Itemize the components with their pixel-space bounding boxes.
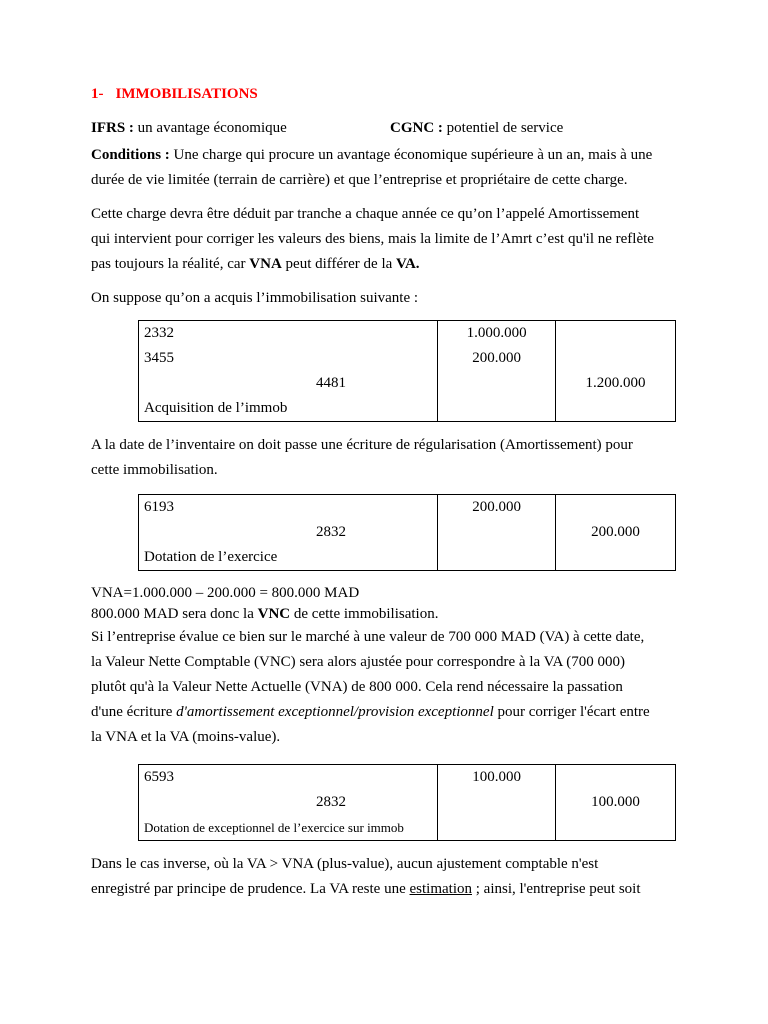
entry2-debit-cell (438, 495, 556, 571)
entry2-credit-cell (556, 495, 676, 571)
definitions-row (91, 116, 691, 141)
market-paragraph (91, 625, 691, 750)
section-number: 1- (91, 86, 104, 102)
section-title (91, 82, 691, 107)
entry2-credit-account: 2832 (316, 524, 346, 540)
entry2-label: Dotation de l’exercice (144, 549, 278, 565)
conditions-line1: Une charge qui procure un avantage économique supérieure à un an, mais à une (173, 147, 653, 163)
vnc-term: VNC (257, 606, 291, 622)
market-line5: la VNA et la VA (moins-value). (91, 729, 281, 745)
estimation-term: estimation (409, 881, 472, 897)
entry2-debit-amount: 200.000 (472, 499, 522, 515)
inventory-line2: cette immobilisation. (91, 462, 218, 478)
entry1-debit-account-2: 3455 (144, 350, 174, 366)
conditions-paragraph (91, 143, 691, 193)
entry3-credit-cell (556, 765, 676, 841)
amortization-line1: Cette charge devra être déduit par tranche a chaque année ce qu’on l’appelé Amortissement (91, 206, 640, 222)
entry3-debit-account: 6593 (144, 769, 174, 785)
entry3-label: Dotation de exceptionnel de l’exercice sur immob (144, 820, 404, 835)
entry2-credit-amount: 200.000 (591, 524, 640, 540)
cgnc-label: CGNC : (390, 120, 443, 136)
journal-entry-dotation (138, 494, 676, 571)
cgnc-block (390, 116, 563, 141)
entry2-debit-account: 6193 (144, 499, 174, 515)
section-title-text: IMMOBILISATIONS (115, 86, 258, 102)
amortization-line3-pre: pas toujours la réalité, car (91, 256, 250, 272)
inverse-line2-pre: enregistré par principe de prudence. La VA reste une (91, 881, 410, 897)
conditions-label: Conditions : (91, 147, 170, 163)
entry1-credit-amount: 1.200.000 (585, 375, 646, 391)
amortization-line2: qui intervient pour corriger les valeurs des biens, mais la limite de l’Amrt c’est qu'il ne reflète (91, 231, 654, 247)
entry1-credit-cell (556, 321, 676, 422)
journal-entry-acquisition (138, 320, 676, 422)
vnc-line (91, 603, 691, 625)
market-line4-pre: d'une écriture (91, 704, 177, 720)
ifrs-label: IFRS : (91, 120, 134, 136)
market-line3: plutôt qu'à la Valeur Nette Actuelle (VNA) de 800 000. Cela rend nécessaire la passation (91, 679, 623, 695)
entry1-accounts-cell (139, 321, 438, 422)
vnc-line-pre: 800.000 MAD sera donc la (91, 606, 258, 622)
conditions-line2: durée de vie limitée (terrain de carrière) et que l’entreprise et propriétaire de cette charge. (91, 172, 628, 188)
entry3-credit-account: 2832 (316, 794, 346, 810)
amortization-paragraph (91, 202, 691, 277)
inverse-line2-post: ; ainsi, l'entreprise peut soit (472, 881, 641, 897)
document-page (91, 82, 691, 902)
journal-entry-exceptional (138, 764, 676, 841)
entry1-debit-account-1: 2332 (144, 325, 174, 341)
entry3-debit-cell (438, 765, 556, 841)
entry1-label: Acquisition de l’immob (144, 400, 288, 416)
market-line1: Si l’entreprise évalue ce bien sur le marché à une valeur de 700 000 MAD (VA) à cette date, (91, 629, 645, 645)
inventory-line1: A la date de l’inventaire on doit passe une écriture de régularisation (Amortissement) pour (91, 437, 633, 453)
vna-calculation: VNA=1.000.000 – 200.000 = 800.000 MAD (91, 585, 360, 601)
market-line4-post: pour corriger l'écart entre (493, 704, 650, 720)
market-line2: la Valeur Nette Comptable (VNC) sera alors ajustée pour correspondre à la VA (700 000) (91, 654, 626, 670)
entry1-debit-amount-1: 1.000.000 (466, 325, 527, 341)
entry1-debit-cell (438, 321, 556, 422)
cgnc-text: potentiel de service (446, 120, 564, 136)
amortization-line3-mid: peut différer de la (281, 256, 397, 272)
entry1-debit-amount-2: 200.000 (472, 350, 522, 366)
entry2-accounts-cell (139, 495, 438, 571)
inventory-paragraph (91, 433, 691, 483)
entry1-credit-account: 4481 (316, 375, 346, 391)
vna-term: VNA (249, 256, 282, 272)
suppose-text: On suppose qu’on a acquis l’immobilisation suivante : (91, 290, 419, 306)
vnc-line-post: de cette immobilisation. (290, 606, 439, 622)
entry3-credit-amount: 100.000 (591, 794, 640, 810)
entry3-accounts-cell (139, 765, 438, 841)
entry3-debit-amount: 100.000 (472, 769, 522, 785)
inverse-paragraph (91, 852, 691, 902)
market-line4-italic: d'amortissement exceptionnel/provision exceptionnel (176, 704, 494, 720)
va-term: VA. (396, 256, 420, 272)
inverse-line1: Dans le cas inverse, où la VA > VNA (plus-value), aucun ajustement comptable n'est (91, 856, 599, 872)
ifrs-text: un avantage économique (137, 120, 287, 136)
